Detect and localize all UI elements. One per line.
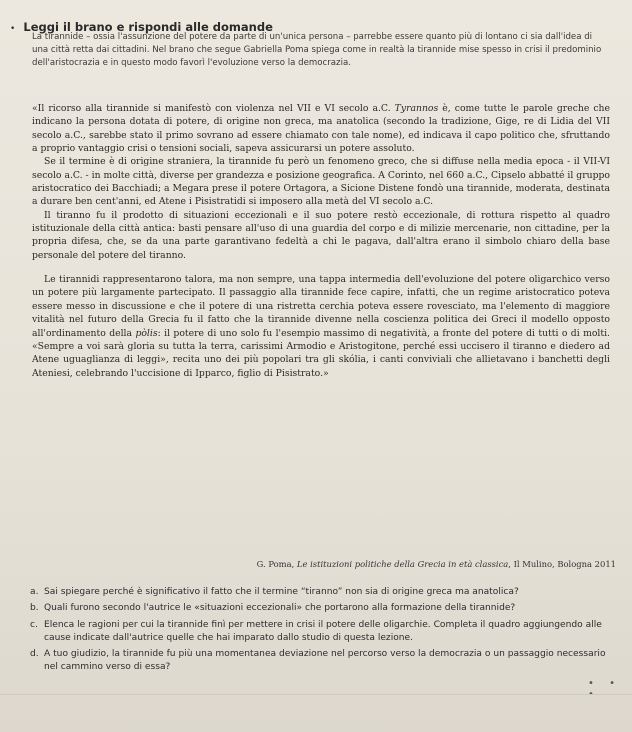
term-polis: pòlis (135, 327, 158, 339)
citation-author: G. Poma, (256, 559, 297, 569)
passage-paragraph-1: «Il ricorso alla tirannide si manifestò con violenza nel VII e VI secolo a.C. Tyrannos è, come tutte le parole greche che indicano la persona dotata di potere, di origine non greca, ma anatolica (secondo la tradizione, Gige, re di Lidia del VII secolo a.C., sarebbe stato il primo sovrano ad essere chiamato con tale nome), ed indicava il capo politico che, sfruttando a proprio vantaggio crisi o tensioni sociali, sapeva assicurarsi un potere assoluto. (32, 103, 610, 155)
page-fold-divider (0, 694, 632, 695)
citation-work: Le istituzioni politiche della Grecia in età classica (296, 559, 509, 569)
question-item (30, 648, 620, 675)
question-list (30, 586, 620, 678)
question-letter: d. (30, 649, 39, 660)
exercise-intro: La tirannide – ossia l'assunzione del potere da parte di un'unica persona – parrebbe essere quanto più di lontano ci sia dall'idea di una città retta dai cittadini. Nel brano che segue Gabriella Poma spiega come in realtà la tirannide mise spesso in crisi il predominio dell'aristocrazia e in questo modo favorì l'evoluzione verso la democrazia. (32, 32, 602, 69)
question-text: Elenca le ragioni per cui la tirannide finì per mettere in crisi il potere delle oligarchie. Completa il quadro aggiungendo alle cause indicate dall'autrice quelle che hai imparato dallo studio di questa lezione. (44, 619, 602, 643)
quoted-passage (32, 102, 610, 380)
source-citation (257, 559, 616, 569)
passage-paragraph-4: Le tirannidi rappresentarono talora, ma non sempre, una tappa intermedia dell'evoluzione del potere oligarchico verso un potere più largamente partecipato. Il passaggio alla tirannide fece capire, infatti, che un regime aristocratico poteva essere messo in discussione e che il potere di una ristretta cerchia poteva essere rovesciato, ma l'elemento di maggiore vitalità nel futuro della Grecia fu il fatto che la tirannide divenne nella coscienza politica dei Greci il modello opposto all'ordinamento della pòlis: il potere di uno solo fu l'esempio massimo di negatività, a fronte del potere di tutti o di molti. «Sempre a voi sarà gloria su tutta la terra, carissimi Armodio e Aristogitone, perché essi uccisero il tiranno e diedero ad Atene uguaglianza di leggi», recita uno dei più popolari tra gli skólia, i canti conviviali che allietavano i banchetti degli Ateniesi, celebrando l'uccisione di Ipparco, figlio di Pisistrato.» (32, 274, 610, 379)
bullet-icon: • (10, 24, 16, 34)
exercise-title: Leggi il brano e rispondi alle domande (23, 20, 273, 34)
trailing-dots: • • (588, 678, 621, 689)
passage-paragraph-3: Il tiranno fu il prodotto di situazioni eccezionali e il suo potere restò eccezionale, di rottura rispetto al quadro istituzionale della città antica: basti pensare all'uso di una guardia del corpo e di milizie mercenarie, non cittadine, per la propria difesa, che, se da una parte garantivano fedeltà a chi le pagava, dall'altra erano il simbolo chiaro della base personale del potere del tiranno. (32, 209, 610, 261)
term-tyrannos: Tyrannos (394, 103, 439, 114)
question-item (30, 619, 620, 646)
passage-paragraph-2: Se il termine è di origine straniera, la tirannide fu però un fenomeno greco, che si diffuse nella media epoca - il VII-VI secolo a.C. - in molte città, diverse per grandezza e posizione geografica. A Corinto, nel 660 a.C., Cipselo abbatté il gruppo aristocratico dei Bacchiadi; a Megara prese il potere Ortagora, a Sicione Distene fondò una tirannide, moderata, destinata a durare ben cent'anni, ed Atene i Pisistratidi si imposero alla metà del VI secolo a.C. (32, 156, 610, 208)
question-text: Quali furono secondo l'autrice le «situazioni eccezionali» che portarono alla formazione della tirannide? (44, 603, 516, 614)
question-item (30, 602, 620, 615)
question-text: A tuo giudizio, la tirannide fu più una momentanea deviazione nel percorso verso la democrazia o un passaggio necessario nel cammino verso di essa? (44, 649, 606, 673)
question-letter: b. (30, 603, 39, 614)
question-letter: a. (30, 587, 39, 597)
question-text: Sai spiegare perché è significativo il fatto che il termine “tiranno” non sia di origine greca ma anatolica? (44, 587, 519, 597)
question-item (30, 586, 620, 599)
question-letter: c. (30, 619, 38, 630)
citation-publisher: , Il Mulino, Bologna 2011 (508, 559, 616, 569)
